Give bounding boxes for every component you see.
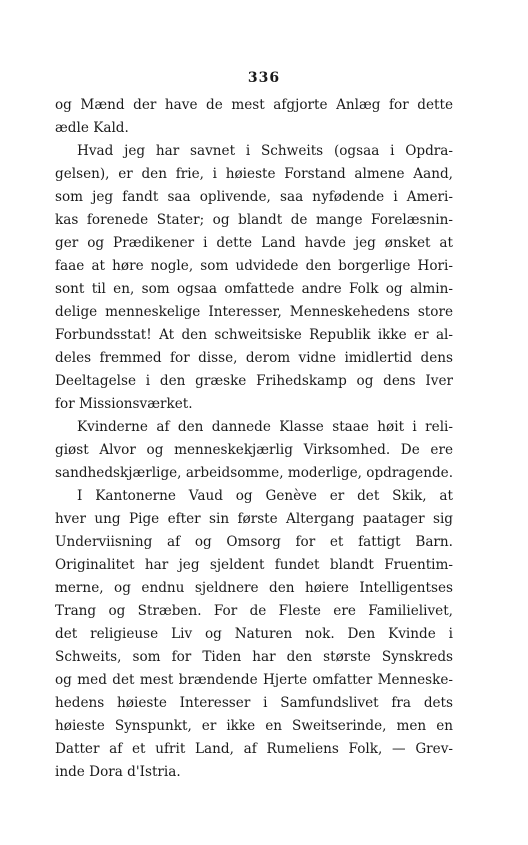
text-line: Trang og Stræben. For de Fleste ere Familielivet, [55,603,453,619]
text-line: som jeg fandt saa oplivende, saa nyfødende i Ameri- [55,189,453,205]
text-line: og Mænd der have de mest afgjorte Anlæg for dette [55,97,453,113]
text-line: høieste Synspunkt, er ikke en Sweitserinde, men en [55,718,453,734]
text-line: gelsen), er den frie, i høieste Forstand almene Aand, [55,166,453,182]
text-line: I Kantonerne Vaud og Genève er det Skik, at [77,488,453,504]
text-line: merne, og endnu sjeldnere den høiere Intelligentses [55,580,453,596]
text-line: faae at høre nogle, som udvidede den borgerlige Hori- [55,258,453,274]
text-line: Schweits, som for Tiden har den største Synskreds [55,649,453,665]
text-line: ædle Kald. [55,120,129,136]
text-line: Forbundsstat! At den schweitsiske Republik ikke er al- [55,327,453,343]
text-line: og med det mest brændende Hjerte omfatter Menneske- [55,672,453,688]
text-line: ger og Prædikener i dette Land havde jeg ønsket at [55,235,453,251]
text-line: Originalitet har jeg sjeldent fundet blandt Fruentim- [55,557,453,573]
text-line: Underviisning af og Omsorg for et fattigt Barn. [55,534,453,550]
text-line: giøst Alvor og menneskekjærlig Virksomhed. De ere [55,442,453,458]
body-text [55,94,453,784]
text-line: Kvinderne af den dannede Klasse staae høit i reli- [77,419,453,435]
text-line: sandhedskjærlige, arbeidsomme, moderlige, opdragende. [55,465,453,481]
text-line: delige menneskelige Interesser, Menneskehedens store [55,304,453,320]
page-number: 336 [247,70,281,86]
text-line: kas forenede Stater; og blandt de mange Forelæsnin- [55,212,453,228]
text-line: inde Dora d'Istria. [55,764,181,780]
text-line: for Missionsværket. [55,396,193,412]
text-line: hedens høieste Interesser i Samfundslivet fra dets [55,695,453,711]
text-line: Datter af et ufrit Land, af Rumeliens Folk, — Grev- [55,741,453,757]
text-line: Deeltagelse i den græske Frihedskamp og dens Iver [55,373,453,389]
text-line: Hvad jeg har savnet i Schweits (ogsaa i Opdra- [77,143,453,159]
text-line: deles fremmed for disse, derom vidne imidlertid dens [55,350,453,366]
text-line: sont til en, som ogsaa omfattede andre Folk og almin- [55,281,453,297]
text-line: det religieuse Liv og Naturen nok. Den Kvinde i [55,626,453,642]
text-line: hver ung Pige efter sin første Altergang paatager sig [55,511,453,527]
